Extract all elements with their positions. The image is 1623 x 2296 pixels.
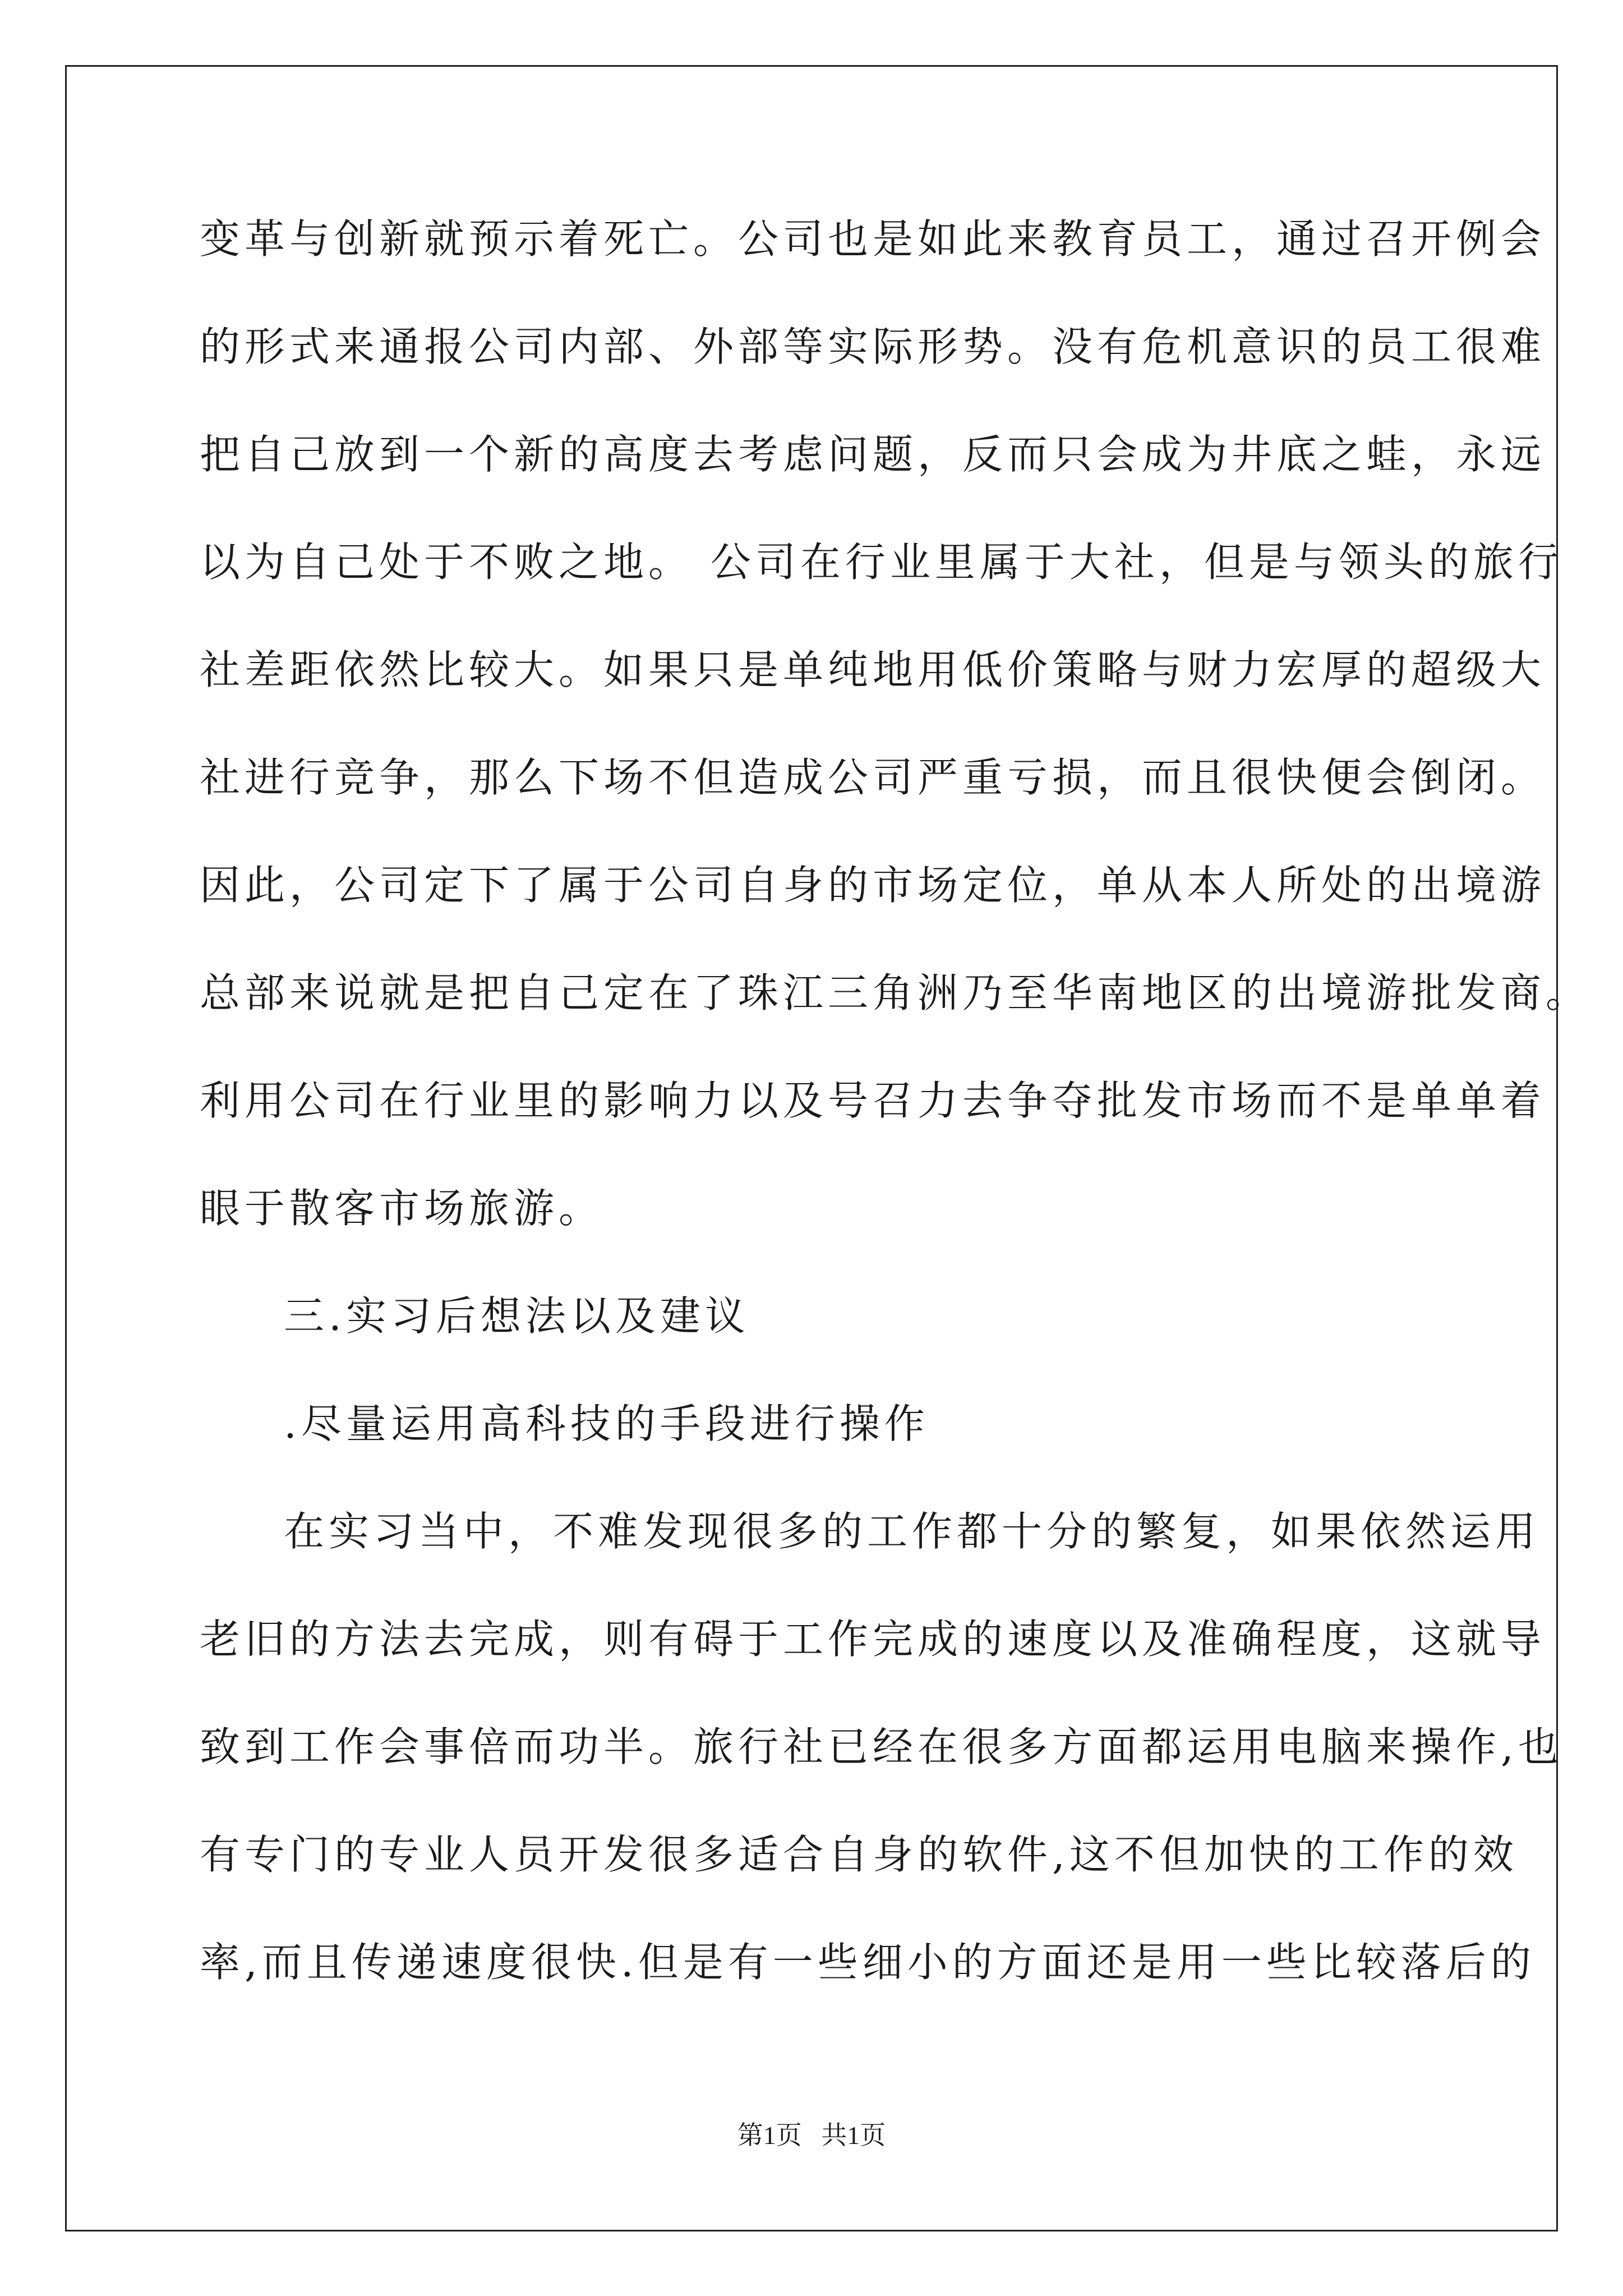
paragraph-line: 的形式来通报公司内部、外部等实际形势。没有危机意识的员工很难 (200, 323, 1546, 370)
paragraph-line: 变革与创新就预示着死亡。公司也是如此来教育员工，通过召开例会 (200, 215, 1546, 263)
page-footer: 第1页 共1页 (737, 2121, 886, 2150)
paragraph-line: 老旧的方法去完成，则有碍于工作完成的速度以及准确程度，这就导 (200, 1616, 1546, 1663)
paragraph-line: 眼于散客市场旅游。 (200, 1185, 604, 1232)
paragraph-line: 把自己放到一个新的高度去考虑问题，反而只会成为井底之蛙，永远 (200, 431, 1546, 478)
subsection-heading: .尽量运用高科技的手段进行操作 (284, 1400, 929, 1447)
paragraph-line: 总部来说就是把自己定在了珠江三角洲乃至华南地区的出境游批发商。 (200, 969, 1591, 1016)
paragraph-line: 致到工作会事倍而功半。旅行社已经在很多方面都运用电脑来操作,也 (200, 1723, 1563, 1770)
page-border (65, 65, 1558, 2231)
paragraph-line: 以为自己处于不败之地。 公司在行业里属于大社，但是与领头的旅行 (200, 539, 1563, 586)
section-heading: 三.实习后想法以及建议 (284, 1292, 750, 1340)
paragraph-line: 利用公司在行业里的影响力以及号召力去争夺批发市场而不是单单着 (200, 1077, 1546, 1124)
paragraph-line: 在实习当中，不难发现很多的工作都十分的繁复，如果依然运用 (284, 1508, 1541, 1555)
paragraph-line: 社差距依然比较大。如果只是单纯地用低价策略与财力宏厚的超级大 (200, 646, 1546, 693)
paragraph-line: 有专门的专业人员开发很多适合自身的软件,这不但加快的工作的效 (200, 1831, 1518, 1878)
paragraph-line: 社进行竞争，那么下场不但造成公司严重亏损，而且很快便会倒闭。 (200, 754, 1546, 801)
paragraph-line: 因此，公司定下了属于公司自身的市场定位，单从本人所处的出境游 (200, 862, 1546, 909)
paragraph-line: 率,而且传递速度很快.但是有一些细小的方面还是用一些比较落后的 (200, 1939, 1536, 1986)
